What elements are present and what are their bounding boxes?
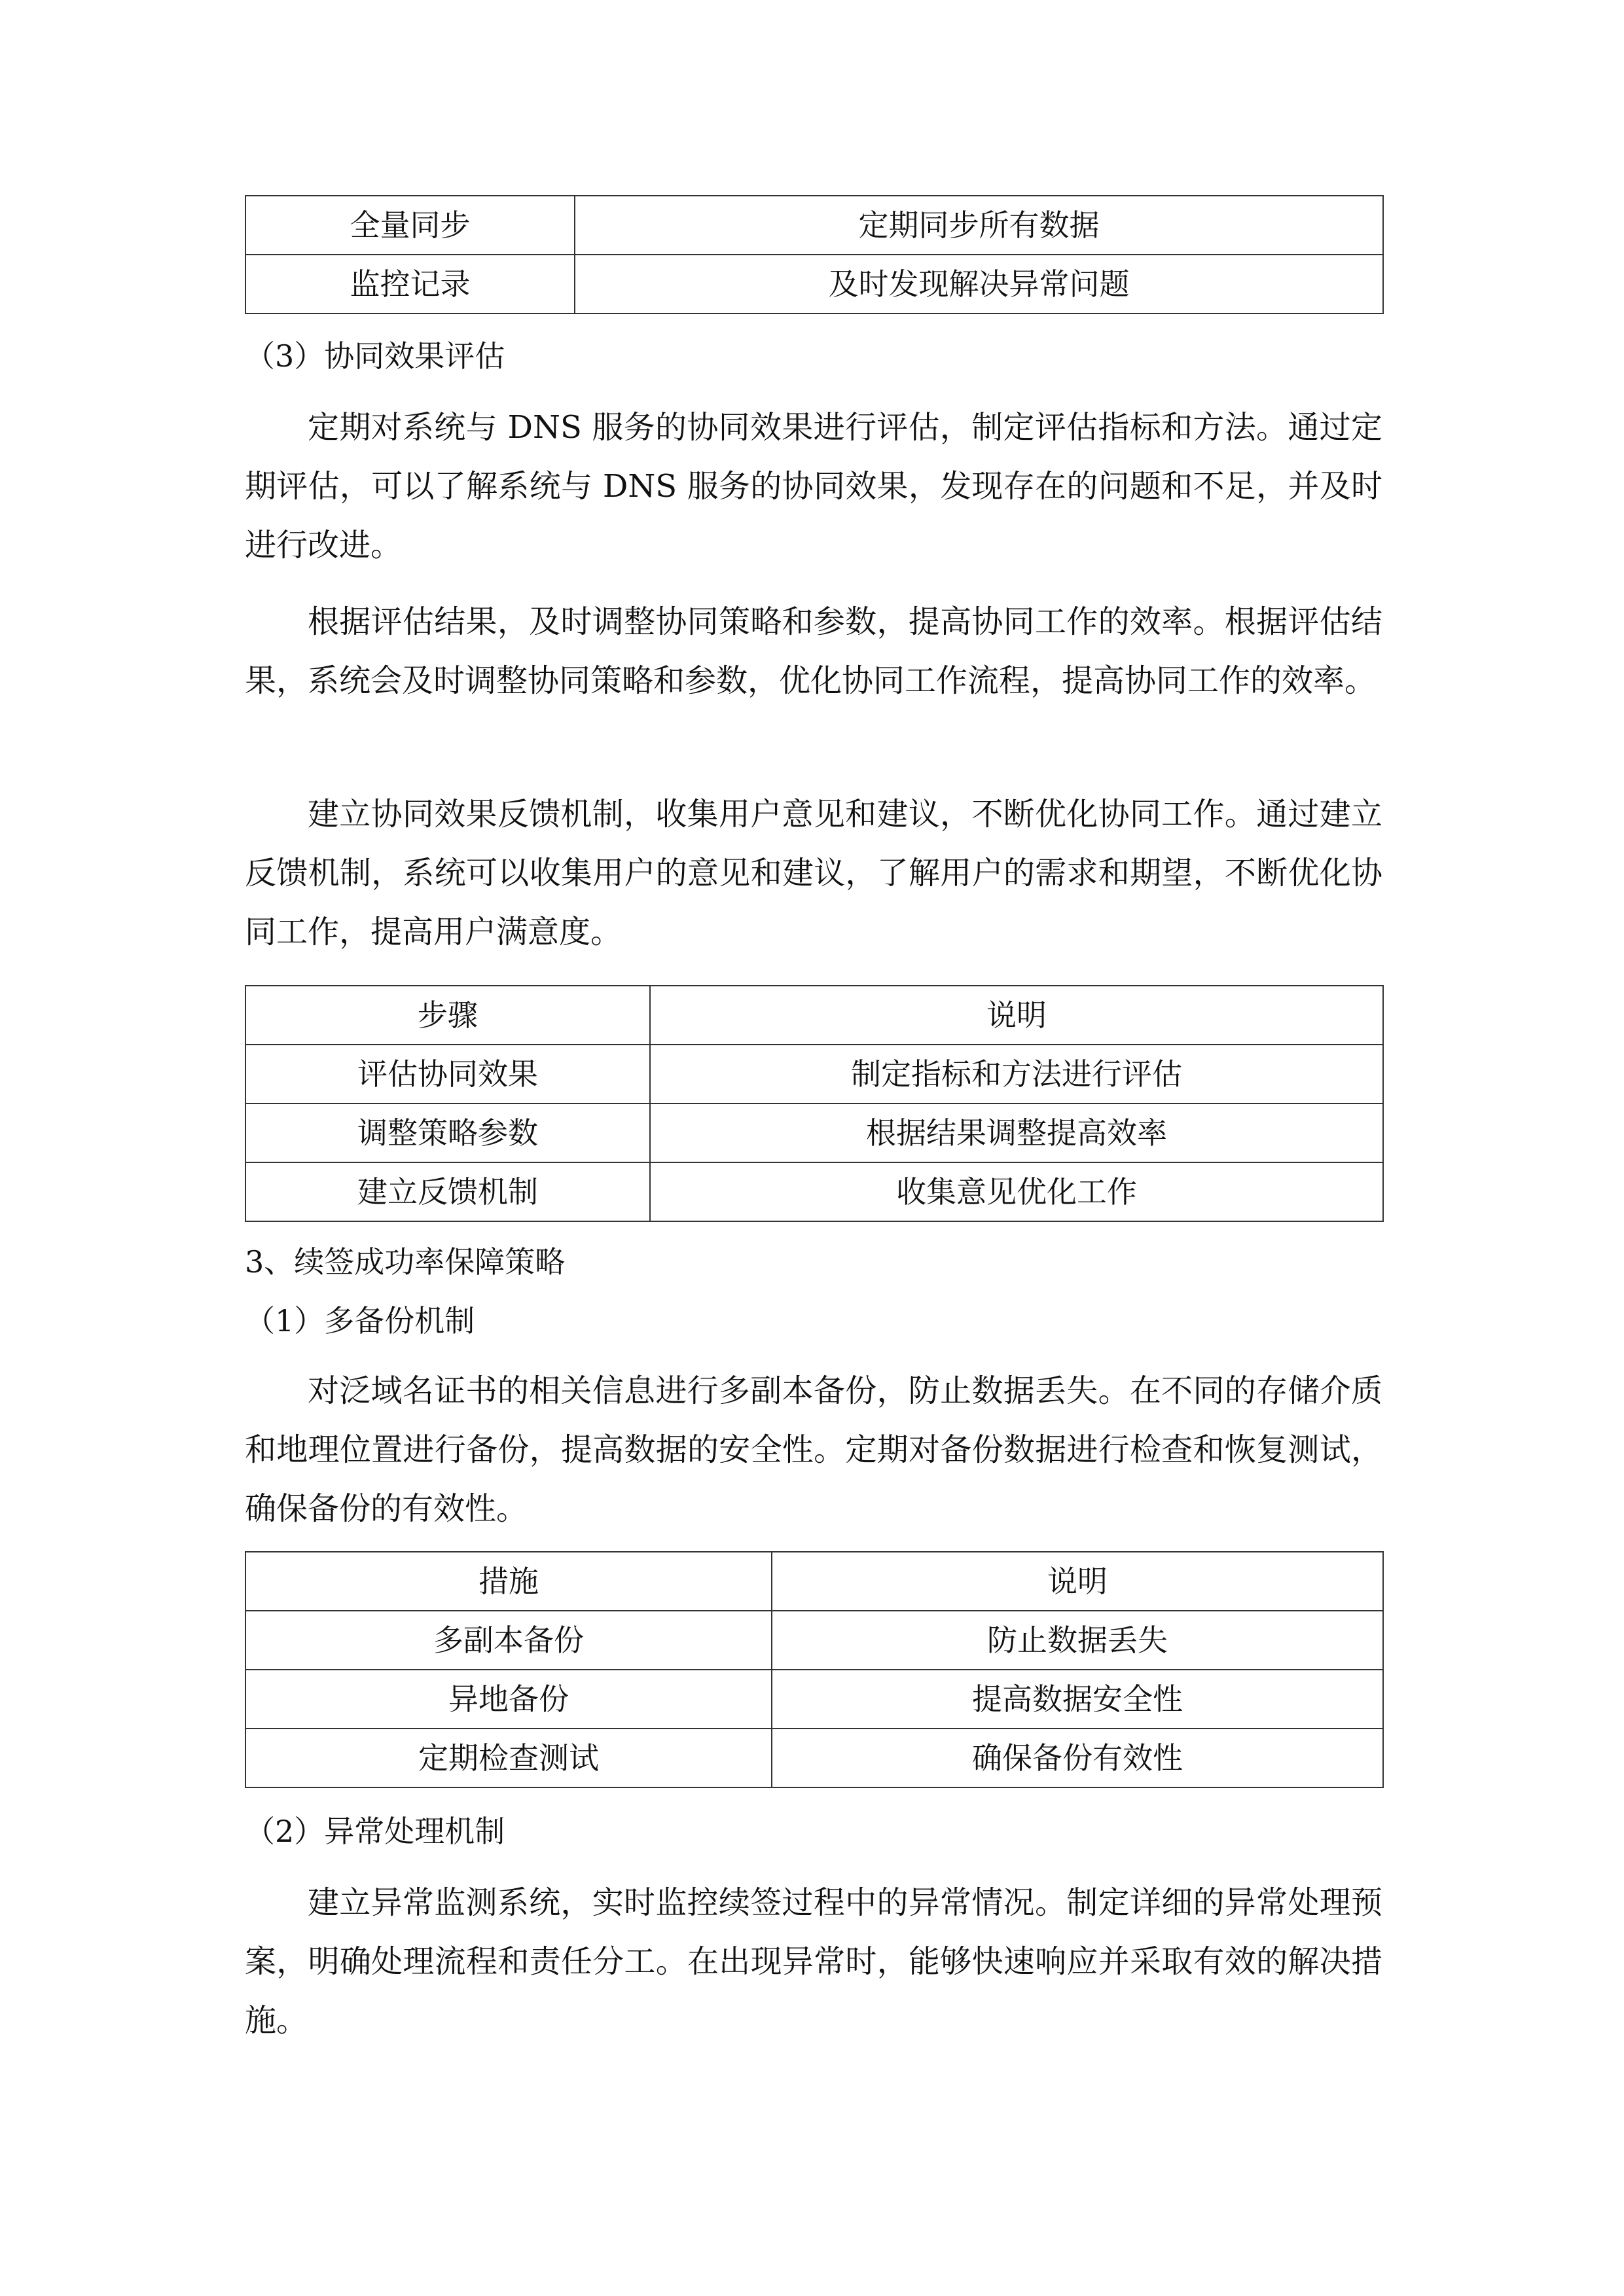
table-cell: 全量同步 bbox=[245, 196, 575, 255]
table-cell: 异地备份 bbox=[245, 1670, 772, 1729]
sync-table bbox=[245, 195, 1384, 314]
table-cell: 多副本备份 bbox=[245, 1611, 772, 1670]
subsection-heading-exception: （2）异常处理机制 bbox=[245, 1814, 505, 1849]
paragraph-eval-1: 定期对系统与 DNS 服务的协同效果进行评估，制定评估指标和方法。通过定期评估，可以了解系统与 DNS 服务的协同效果，发现存在的问题和不足，并及时进行改进。 bbox=[245, 409, 1382, 564]
table-row bbox=[245, 1729, 1383, 1787]
subsection-heading-backup: （1）多备份机制 bbox=[245, 1303, 475, 1338]
paragraph-backup: 对泛域名证书的相关信息进行多副本备份，防止数据丢失。在不同的存储介质和地理位置进行备份，提高数据的安全性。定期对备份数据进行检查和恢复测试，确保备份的有效性。 bbox=[245, 1372, 1382, 1527]
table-row bbox=[245, 1045, 1383, 1103]
table-cell: 监控记录 bbox=[245, 255, 575, 314]
table-cell: 调整策略参数 bbox=[245, 1103, 650, 1162]
table-header-cell: 说明 bbox=[650, 986, 1383, 1045]
table-cell: 制定指标和方法进行评估 bbox=[650, 1045, 1383, 1103]
section-heading-renewal: 3、续签成功率保障策略 bbox=[245, 1244, 566, 1280]
table-cell: 收集意见优化工作 bbox=[650, 1162, 1383, 1221]
table-row bbox=[245, 1103, 1383, 1162]
table-header-cell: 说明 bbox=[772, 1552, 1383, 1611]
subsection-heading-collab-eval: （3）协同效果评估 bbox=[245, 338, 505, 374]
table-cell: 确保备份有效性 bbox=[772, 1729, 1383, 1787]
table-header-row bbox=[245, 986, 1383, 1045]
table-header-row bbox=[245, 1552, 1383, 1611]
table-cell: 根据结果调整提高效率 bbox=[650, 1103, 1383, 1162]
table-row bbox=[245, 1162, 1383, 1221]
table-row bbox=[245, 1611, 1383, 1670]
paragraph-eval-3: 建立协同效果反馈机制，收集用户意见和建议，不断优化协同工作。通过建立反馈机制，系统可以收集用户的意见和建议，了解用户的需求和期望，不断优化协同工作，提高用户满意度。 bbox=[245, 796, 1382, 950]
paragraph-eval-2: 根据评估结果，及时调整协同策略和参数，提高协同工作的效率。根据评估结果，系统会及时调整协同策略和参数，优化协同工作流程，提高协同工作的效率。 bbox=[245, 603, 1382, 699]
table-cell: 定期检查测试 bbox=[245, 1729, 772, 1787]
steps-table bbox=[245, 985, 1384, 1222]
table-row bbox=[245, 1670, 1383, 1729]
table-header-cell: 步骤 bbox=[245, 986, 650, 1045]
table-row bbox=[245, 196, 1383, 255]
table-cell: 及时发现解决异常问题 bbox=[575, 255, 1383, 314]
table-cell: 建立反馈机制 bbox=[245, 1162, 650, 1221]
paragraph-exception: 建立异常监测系统，实时监控续签过程中的异常情况。制定详细的异常处理预案，明确处理流程和责任分工。在出现异常时，能够快速响应并采取有效的解决措施。 bbox=[245, 1884, 1382, 2039]
table-cell: 提高数据安全性 bbox=[772, 1670, 1383, 1729]
table-cell: 定期同步所有数据 bbox=[575, 196, 1383, 255]
table-cell: 防止数据丢失 bbox=[772, 1611, 1383, 1670]
measures-table bbox=[245, 1551, 1384, 1788]
table-header-cell: 措施 bbox=[245, 1552, 772, 1611]
table-cell: 评估协同效果 bbox=[245, 1045, 650, 1103]
table-row bbox=[245, 255, 1383, 314]
